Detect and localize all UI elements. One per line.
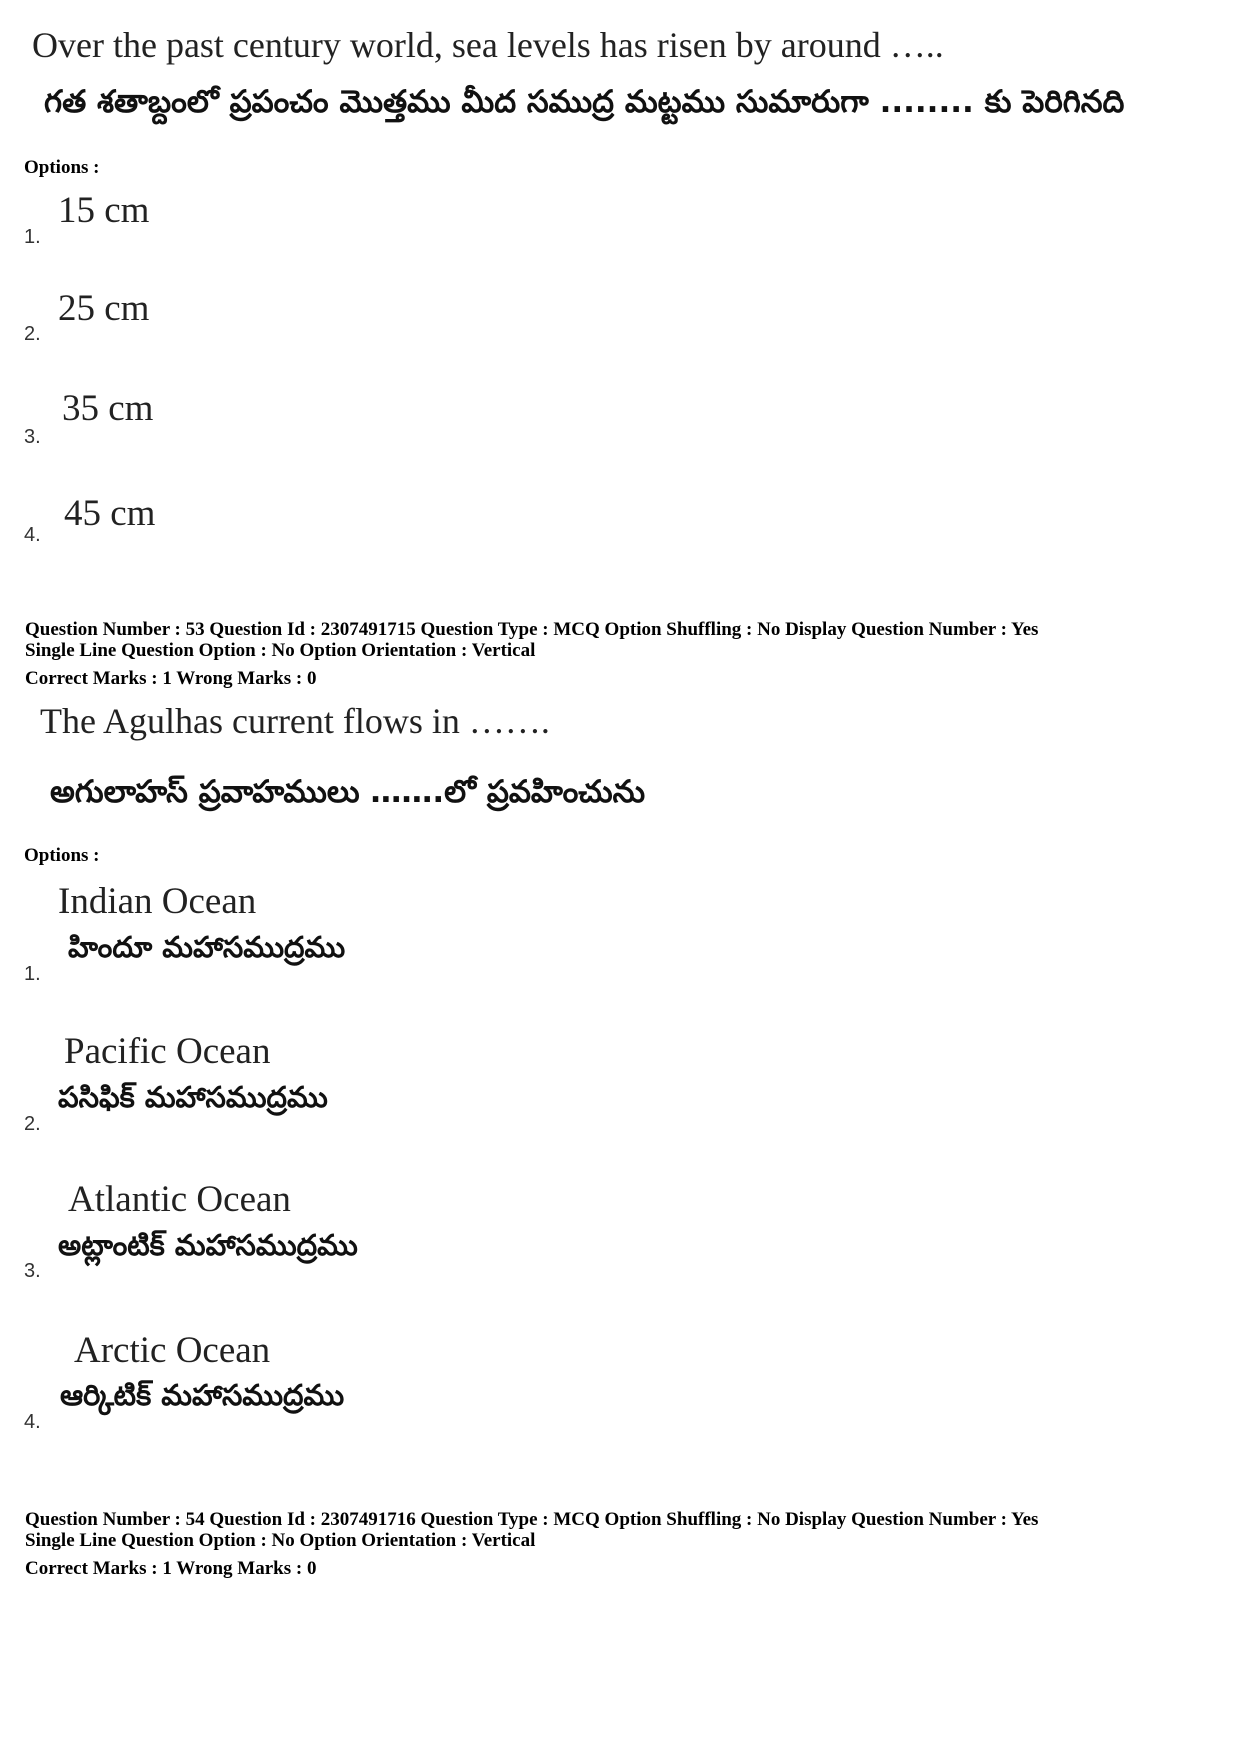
- option-4-number: 4.: [24, 524, 41, 546]
- option-2-value-te: పసిఫిక్ మహాసముద్రము: [58, 1080, 328, 1114]
- option-1-value: 15 cm: [58, 190, 150, 231]
- meta-marks: Correct Marks : 1 Wrong Marks : 0: [25, 1558, 317, 1579]
- meta-line-2: Single Line Question Option : No Option Orientation : Vertical: [25, 1530, 536, 1551]
- option-1-number: 1.: [24, 963, 41, 985]
- question-52-text-te: గత శతాబ్దంలో ప్రపంచం మొత్తము మీద సముద్ర మట్టము సుమారుగా ........ కు పెరిగినది: [44, 84, 1125, 120]
- meta-line-1: Question Number : 53 Question Id : 2307491715 Question Type : MCQ Option Shuffling : No Display Question Number : Yes: [25, 619, 1039, 640]
- option-2-number: 2.: [24, 323, 41, 345]
- question-53-text-te: అగులాహస్ ప్రవాహములు …….లో ప్రవహించును: [50, 774, 646, 810]
- meta-marks: Correct Marks : 1 Wrong Marks : 0: [25, 668, 317, 689]
- option-1-value-te: హిందూ మహాసముద్రము: [68, 930, 346, 964]
- option-1-number: 1.: [24, 226, 41, 248]
- option-3-value-en: Atlantic Ocean: [68, 1179, 291, 1220]
- option-3-value-te: అట్లాంటిక్ మహాసముద్రము: [58, 1228, 358, 1262]
- option-2-value-en: Pacific Ocean: [64, 1031, 271, 1072]
- option-3-value: 35 cm: [62, 388, 154, 429]
- option-4-number: 4.: [24, 1411, 41, 1433]
- question-53-metadata: [25, 619, 1038, 689]
- option-4-value-te: ఆర్కిటిక్ మహాసముద్రము: [60, 1378, 345, 1412]
- question-54-metadata: [25, 1509, 1038, 1579]
- question-52-text-en: Over the past century world, sea levels has risen by around …..: [32, 25, 944, 65]
- option-4-value-en: Arctic Ocean: [74, 1330, 271, 1371]
- option-3-number: 3.: [24, 426, 41, 448]
- options-label: Options :: [24, 157, 100, 178]
- option-3-number: 3.: [24, 1260, 41, 1282]
- meta-line-2: Single Line Question Option : No Option Orientation : Vertical: [25, 640, 536, 661]
- meta-line-1: Question Number : 54 Question Id : 2307491716 Question Type : MCQ Option Shuffling : No Display Question Number : Yes: [25, 1509, 1039, 1530]
- question-53-text-en: The Agulhas current flows in …….: [40, 701, 550, 741]
- option-2-value: 25 cm: [58, 288, 150, 329]
- option-1-value-en: Indian Ocean: [58, 881, 257, 922]
- option-4-value: 45 cm: [64, 493, 156, 534]
- options-label: Options :: [24, 845, 100, 866]
- option-2-number: 2.: [24, 1113, 41, 1135]
